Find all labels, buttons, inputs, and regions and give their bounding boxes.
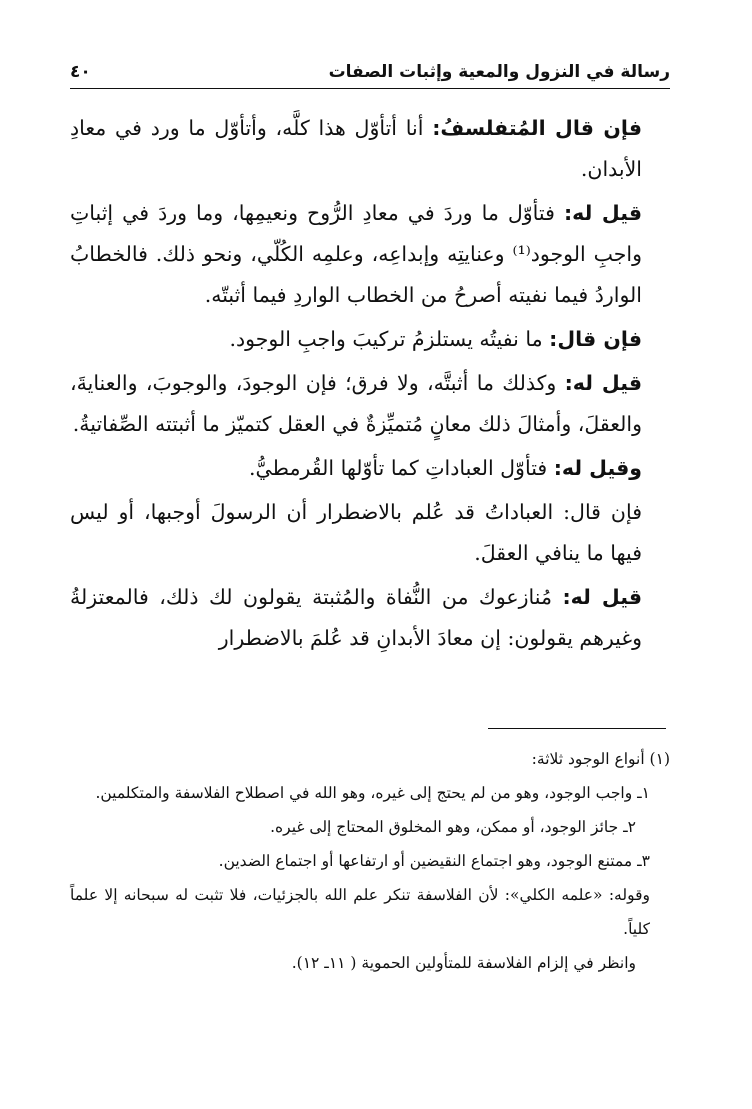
paragraph bbox=[70, 193, 670, 316]
paragraph-text: فإن قال: العباداتُ قد عُلم بالاضطرار أن الرسولَ أوجبها، أو ليس فيها ما ينافي العقلَ. bbox=[70, 500, 642, 565]
paragraph bbox=[70, 319, 670, 360]
paragraph bbox=[70, 448, 670, 489]
paragraph-text: أنا أتأوّل هذا كلَّه، وأتأوّل ما ورد في معادِ الأبدان. bbox=[70, 116, 642, 181]
running-header bbox=[70, 44, 670, 89]
paragraph-lead: وقيل له: bbox=[553, 456, 642, 480]
book-title: رسالة في النزول والمعية وإثبات الصفات bbox=[328, 62, 670, 82]
footnotes bbox=[70, 742, 670, 980]
paragraph-text: ما نفيتُه يستلزمُ تركيبَ واجبِ الوجود. bbox=[229, 327, 550, 351]
paragraph-text: فتأوّل ما وردَ في معادِ الرُّوح ونعيمِها، وما وردَ في إثباتِ واجبِ الوجود⁽¹⁾ وعنايتِه وإبداعِه، وعلمِه الكُلّي، ونحو ذلك. فالخطابُ الواردُ فيما نفيته أصرحُ من الخطاب الواردِ فيما أثبتّه. bbox=[70, 201, 643, 307]
footnote-separator bbox=[488, 728, 666, 729]
paragraph-lead: فإن قال: bbox=[549, 327, 642, 351]
footnote-line: وانظر في إلزام الفلاسفة للمتأولين الحموية ( ١١ـ ١٢). bbox=[291, 954, 636, 972]
paragraph bbox=[70, 577, 670, 659]
paragraph bbox=[70, 363, 670, 445]
footnote-line: وقوله: «علمه الكلي»: لأن الفلاسفة تنكر علم الله بالجزئيات، فلا تثبت له سبحانه إلا علماً كلياً. bbox=[70, 886, 650, 938]
footnote-line: (١) أنواع الوجود ثلاثة: bbox=[531, 750, 670, 768]
paragraph-lead: قيل له: bbox=[563, 201, 643, 225]
footnote-line: ٣ـ ممتنع الوجود، وهو اجتماع النقيضين أو ارتفاعها أو اجتماع الضدين. bbox=[218, 852, 650, 870]
paragraph-lead: قيل له: bbox=[564, 371, 643, 395]
paragraph bbox=[70, 108, 670, 190]
paragraph-text: مُنازعوك من النُّفاة والمُثبتة يقولون لك ذلك، فالمعتزلةُ وغيرهم يقولون: إن معادَ الأبدانِ قد عُلمَ بالاضطرار bbox=[70, 585, 642, 650]
footnote-line: ٢ـ جائز الوجود، أو ممكن، وهو المخلوق المحتاج إلى غيره. bbox=[270, 818, 636, 836]
paragraph-lead: فإن قال المُتفلسفُ: bbox=[432, 116, 642, 140]
footnote-line: ١ـ واجب الوجود، وهو من لم يحتج إلى غيره، وهو الله في اصطلاح الفلاسفة والمتكلمين. bbox=[95, 784, 650, 802]
paragraph-text: فتأوّل العباداتِ كما تأوّلها القُرمطيُّ. bbox=[249, 456, 554, 480]
main-text bbox=[70, 108, 670, 662]
page-number: ٤٠ bbox=[70, 62, 91, 82]
paragraph bbox=[70, 492, 670, 574]
paragraph-text: وكذلك ما أثبتَّه، ولا فرق؛ فإن الوجودَ، والوجوبَ، والعنايةَ، والعقلَ، وأمثالَ ذلك معانٍ مُتميِّزةٌ في العقل كتميّز ما أثبتته الصِّفاتيةُ. bbox=[70, 371, 642, 436]
paragraph-lead: قيل له: bbox=[562, 585, 642, 609]
